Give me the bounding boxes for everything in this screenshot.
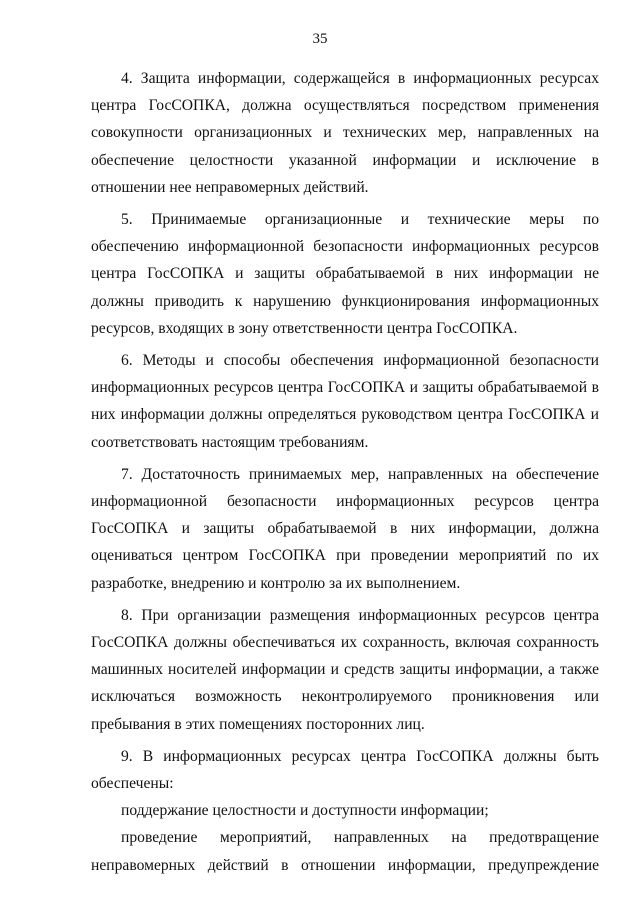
paragraph-6: 6. Методы и способы обеспечения информационной безопасности информационных ресурсов центра ГосСОПКА и защиты обрабатываемой в них информации должны определяться руководством центра ГосСОПКА и соответствовать настоящим требованиям. [91,352,599,451]
list-item-prevention: проведение мероприятий, направленных на предотвращение неправомерных действий в отношении информации, предупреждение [91,829,599,874]
page-number: 35 [312,31,328,47]
paragraph-4: 4. Защита информации, содержащейся в информационных ресурсах центра ГосСОПКА, должна осуществляться посредством применения совокупности организационных и технических мер, направленных на обеспечение целостности указанной информации и исключение в отношении нее неправомерных действий. [91,70,599,196]
document-body [91,65,599,879]
paragraph-7: 7. Достаточность принимаемых мер, направленных на обеспечение информационной безопасности информационных ресурсов центра ГосСОПКА и защиты обрабатываемой в них информации, должна оцениваться центром ГосСОПКА при проведении мероприятий по их разработке, внедрению и контролю за их выполнением. [91,465,599,592]
list-item-integrity: поддержание целостности и доступности информации; [121,802,489,820]
paragraph-8: 8. При организации размещения информационных ресурсов центра ГосСОПКА должны обеспечиваться их сохранность, включая сохранность машинных носителей информации и средств защиты информации, а также исключаться возможность неконтролируемого проникновения или пребывания в этих помещениях посторонних лиц. [91,606,599,733]
paragraph-5: 5. Принимаемые организационные и технические меры по обеспечению информационной безопасности информационных ресурсов центра ГосСОПКА и защиты обрабатываемой в них информации не должны приводить к нарушению функционирования информационных ресурсов, входящих в зону ответственности центра ГосСОПКА. [91,211,599,337]
paragraph-9: 9. В информационных ресурсах центра ГосСОПКА должны быть обеспечены: [91,747,599,793]
